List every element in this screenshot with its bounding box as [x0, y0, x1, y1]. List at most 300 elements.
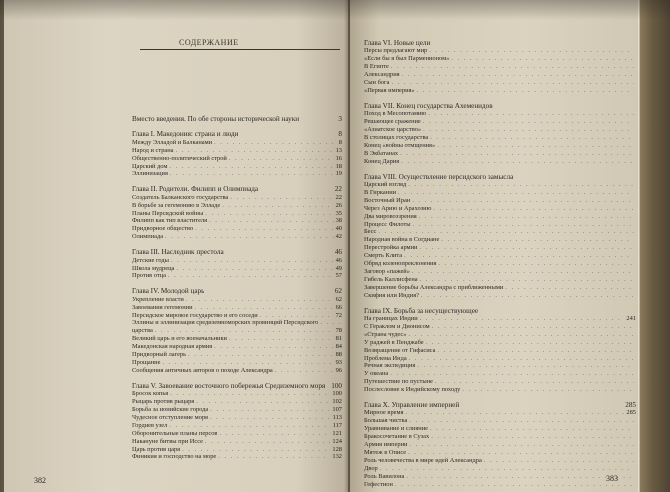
- toc-entry-title: Глава VIII. Осуществление персидского замысла: [364, 172, 514, 181]
- dot-leader: [171, 257, 334, 265]
- toc-entry: [364, 339, 636, 347]
- toc-entry: [364, 110, 636, 118]
- dot-leader: [214, 343, 333, 351]
- right-page: [350, 0, 640, 492]
- dot-leader: [378, 228, 634, 236]
- toc-entry-page: 16: [335, 154, 342, 162]
- toc-entry: [364, 244, 636, 252]
- dot-leader: [431, 433, 634, 441]
- toc-entry-page: 46: [335, 256, 342, 264]
- dot-leader: [398, 189, 634, 197]
- toc-entry: [132, 225, 342, 233]
- toc-entry: [132, 296, 342, 304]
- dot-leader: [420, 315, 625, 323]
- toc-entry: [132, 312, 342, 320]
- toc-entry: [364, 71, 636, 79]
- toc-entry-title: Глава VII. Конец государства Ахеменидов: [364, 101, 493, 110]
- toc-entry-title: Сообщения античных авторов о походе Александра: [132, 366, 273, 374]
- toc-entry: [364, 370, 636, 378]
- toc-entry-title: Решающее сражение: [364, 118, 421, 126]
- dot-leader: [462, 386, 634, 394]
- toc-entry-title: Обряд коленопреклонения: [364, 260, 437, 268]
- toc-entry-page: 8: [338, 138, 342, 146]
- toc-entry-title: Поход в Месопотамию: [364, 110, 427, 118]
- dot-leader: [229, 335, 334, 343]
- top-shadow: [0, 0, 670, 20]
- toc-entry-title: Послесловие к Индийскому походу: [364, 386, 461, 394]
- dot-leader: [219, 430, 330, 438]
- toc-entry-page: 66: [335, 303, 342, 311]
- dot-leader: [437, 142, 634, 150]
- toc-entry-title: В Гиркании: [364, 188, 397, 196]
- toc-entry: [132, 304, 342, 312]
- toc-entry-title: Общественно-политический строй: [132, 154, 227, 162]
- toc-entry-page: 121: [332, 429, 342, 437]
- toc-entry-title: Уравнивание и слияние: [364, 425, 428, 433]
- header-rule: [140, 49, 340, 50]
- toc-entry-title: Персы предлагают мир: [364, 47, 428, 55]
- toc-entry: [364, 417, 636, 425]
- dot-leader: [186, 296, 334, 304]
- toc-entry: [364, 315, 636, 323]
- toc-entry: [364, 441, 636, 449]
- dot-leader: [420, 276, 634, 284]
- dot-leader: [182, 446, 330, 454]
- toc-entry-title: Бесс: [364, 228, 377, 236]
- toc-entry: [132, 453, 342, 461]
- dot-leader: [438, 260, 634, 268]
- toc-entry-page: 49: [335, 264, 342, 272]
- dot-leader: [430, 134, 634, 142]
- toc-entry-title: Два мировоззрения: [364, 212, 417, 220]
- dot-leader: [229, 155, 334, 163]
- toc-left-list: [132, 108, 342, 461]
- toc-entry-title: Создатель Балканского государства: [132, 193, 229, 201]
- toc-entry: [132, 139, 342, 147]
- page-number-left: 382: [34, 476, 46, 485]
- toc-entry: [364, 79, 636, 87]
- toc-entry-title: Македонская народная армия: [132, 343, 213, 351]
- toc-entry: [364, 347, 636, 355]
- toc-entry-title: Армия империи: [364, 441, 408, 449]
- dot-leader: [404, 252, 634, 260]
- toc-entry: [132, 406, 342, 414]
- book-cover-edge: [640, 0, 670, 492]
- toc-entry-page: 96: [335, 366, 342, 374]
- toc-entry-title: Конец Дария: [364, 157, 400, 165]
- toc-entry-title: Путешествие по пустыне: [364, 378, 433, 386]
- toc-entry: [132, 163, 342, 171]
- toc-entry-title: Эллинизация: [132, 170, 168, 178]
- toc-entry-title: Восточный Иран: [364, 196, 411, 204]
- toc-entry-title: С Гераклом и Дионисом: [364, 322, 430, 330]
- toc-entry-title: Глава I. Македония: страна и люди: [132, 130, 239, 139]
- toc-entry-page: 13: [335, 146, 342, 154]
- toc-entry-page: 100: [331, 381, 342, 390]
- toc-entry-title: Народная война в Согдиане: [364, 236, 440, 244]
- toc-entry: [364, 331, 636, 339]
- toc-entry-page: 57: [335, 272, 342, 280]
- toc-entry: [132, 351, 342, 359]
- dot-leader: [437, 347, 634, 355]
- toc-entry-page: 40: [335, 225, 342, 233]
- toc-entry-title: Накануне битвы при Иссе: [132, 437, 203, 445]
- toc-entry-title: Роль Вавилона: [364, 472, 405, 480]
- toc-entry-title: Скифия или Индия?: [364, 291, 419, 299]
- dot-leader: [419, 213, 634, 221]
- toc-entry: [364, 63, 636, 71]
- toc-entry-title: Олимпиада: [132, 233, 164, 241]
- toc-entry: [364, 197, 636, 205]
- dot-leader: [395, 481, 634, 489]
- toc-entry-title: Завершение борьбы Александра с приближенными: [364, 283, 504, 291]
- toc-entry: [132, 327, 342, 335]
- toc-entry-title: В столицах государства: [364, 133, 429, 141]
- toc-entry-page: 241: [626, 315, 636, 322]
- toc-entry-title: Против отца: [132, 272, 166, 280]
- toc-chapter: [132, 115, 342, 123]
- dot-leader: [196, 398, 330, 406]
- left-page: [4, 0, 348, 492]
- dot-leader: [168, 272, 334, 280]
- toc-entry-title: Чудесное отступление моря: [132, 413, 208, 421]
- dot-leader: [205, 438, 330, 446]
- toc-entry: [364, 87, 636, 95]
- toc-entry: [364, 189, 636, 197]
- toc-entry: [364, 465, 636, 473]
- toc-entry-title: Гордиев узел: [132, 421, 168, 429]
- toc-entry: [132, 170, 342, 178]
- dot-leader: [433, 205, 634, 213]
- toc-entry: [132, 257, 342, 265]
- toc-entry: [132, 398, 342, 406]
- toc-entry-title: Глава IV. Молодой царь: [132, 287, 205, 296]
- dot-leader: [412, 268, 634, 276]
- toc-entry-title: Мирное время: [364, 409, 404, 417]
- toc-entry-title: Глава III. Наследник престола: [132, 248, 224, 257]
- dot-leader: [176, 147, 334, 155]
- toc-entry-title: Заговор «пажей»: [364, 267, 410, 275]
- toc-entry-title: Смерть Клита: [364, 252, 403, 260]
- toc-entry-title: «Первая империя»: [364, 86, 415, 94]
- toc-entry: [364, 284, 636, 292]
- toc-entry-title: Гибель Каллисфена: [364, 275, 418, 283]
- toc-entry-title: Глава V. Завоевание восточного побережья Средиземного моря: [132, 381, 326, 390]
- toc-entry-page: 102: [332, 398, 342, 406]
- toc-entry-title: Эллины и эллинизация средиземноморских провинций Персидского: [132, 319, 319, 327]
- toc-entry-title: Придворное общество: [132, 225, 194, 233]
- dot-leader: [210, 406, 330, 414]
- toc-entry-title: Бракосочетание в Сузах: [364, 433, 430, 441]
- toc-entry: [364, 55, 636, 63]
- toc-entry-page: 117: [332, 421, 342, 429]
- toc-entry-page: 124: [332, 437, 342, 445]
- toc-entry-title: Роль человечества в мире идей Александра: [364, 456, 482, 464]
- page-number-right: 383: [606, 474, 618, 483]
- toc-entry: [364, 213, 636, 221]
- dot-leader: [430, 425, 634, 433]
- toc-entry-title: Борьба за ионийские города: [132, 406, 209, 413]
- dot-leader: [426, 339, 634, 347]
- dot-leader: [417, 87, 634, 95]
- toc-entry-title: Великий царь и его военачальники: [132, 335, 227, 343]
- toc-entry: [132, 272, 342, 280]
- dot-leader: [417, 362, 634, 370]
- toc-entry: [132, 414, 342, 422]
- dot-leader: [169, 163, 333, 171]
- dot-leader: [209, 217, 334, 225]
- dot-leader: [195, 225, 333, 233]
- toc-entry: [364, 150, 636, 158]
- toc-entry-page: 46: [334, 248, 342, 257]
- toc-entry-page: 72: [335, 311, 342, 319]
- toc-entry-title: Александрия: [364, 71, 400, 79]
- toc-entry-page: 26: [335, 201, 342, 209]
- page-header: СОДЕРЖАНИЕ: [179, 38, 239, 47]
- toc-entry: [132, 390, 342, 398]
- toc-entry-title: Глава IX. Борьба за несуществующее: [364, 306, 479, 315]
- toc-entry-title: На границах Индии: [364, 315, 418, 322]
- toc-chapter: [132, 248, 342, 256]
- toc-entry: [364, 481, 636, 489]
- dot-leader: [401, 158, 634, 166]
- toc-entry-title: «Если бы я был Парменионом»: [364, 55, 450, 63]
- toc-entry-title: «Азиатское царство»: [364, 126, 422, 134]
- toc-entry-title: Царский дом: [132, 162, 168, 170]
- dot-leader: [188, 351, 334, 359]
- toc-entry: [132, 422, 342, 430]
- toc-entry-page: [633, 39, 636, 47]
- toc-entry: [364, 323, 636, 331]
- toc-entry: [364, 236, 636, 244]
- toc-entry-title: Планы Персидской войны: [132, 209, 204, 217]
- toc-entry-title: Большая чистка: [364, 417, 408, 425]
- toc-entry: [364, 276, 636, 284]
- toc-entry: [364, 292, 636, 300]
- toc-chapter: [132, 382, 342, 390]
- dot-leader: [405, 409, 624, 417]
- toc-entry-page: [633, 307, 636, 315]
- toc-entry-title: Придворный лагерь: [132, 351, 187, 359]
- toc-entry: [364, 386, 636, 394]
- dot-leader: [210, 414, 331, 422]
- toc-entry: [364, 433, 636, 441]
- toc-entry: [364, 355, 636, 363]
- dot-leader: [275, 367, 334, 375]
- toc-entry: [364, 409, 636, 417]
- dot-leader: [429, 47, 634, 55]
- dot-leader: [218, 453, 330, 461]
- toc-entry: [364, 126, 636, 134]
- toc-entry: [132, 359, 342, 367]
- toc-entry: [364, 252, 636, 260]
- toc-entry-page: 18: [335, 162, 342, 170]
- toc-entry: [132, 335, 342, 343]
- toc-entry-page: 22: [335, 193, 342, 201]
- toc-entry-page: [633, 102, 636, 110]
- toc-entry-title: Перестройка армии: [364, 244, 418, 252]
- dot-leader: [391, 63, 634, 71]
- toc-entry-title: Бросок копья: [132, 390, 169, 398]
- toc-chapter: [132, 287, 342, 295]
- toc-entry-page: 35: [335, 209, 342, 217]
- toc-entry-page: 62: [334, 287, 342, 296]
- toc-entry-page: 38: [335, 217, 342, 225]
- toc-entry-title: Царский взгляд: [364, 181, 407, 188]
- toc-entry: [364, 181, 636, 189]
- toc-entry-page: 93: [335, 358, 342, 366]
- toc-entry-page: 132: [332, 453, 342, 461]
- toc-entry: [364, 134, 636, 142]
- toc-entry: [132, 155, 342, 163]
- toc-entry-page: 22: [334, 185, 342, 194]
- toc-entry-title: Укрепление власти: [132, 295, 184, 303]
- toc-chapter: [364, 307, 636, 315]
- dot-leader: [230, 194, 333, 202]
- toc-entry-title: Глава VI. Новые цели: [364, 39, 431, 47]
- toc-entry: [364, 221, 636, 229]
- toc-entry-page: 128: [332, 445, 342, 453]
- dot-leader: [205, 210, 333, 218]
- dot-leader: [451, 55, 634, 63]
- dot-leader: [409, 441, 634, 449]
- dot-leader: [260, 312, 334, 320]
- toc-entry-page: 78: [335, 327, 342, 335]
- dot-leader: [423, 118, 634, 126]
- dot-leader: [413, 221, 634, 229]
- toc-entry-title: У океана: [364, 370, 389, 378]
- dot-leader: [409, 417, 634, 425]
- toc-entry-page: [633, 173, 636, 181]
- dot-leader: [170, 390, 330, 398]
- dot-leader: [441, 236, 634, 244]
- dot-leader: [428, 110, 634, 118]
- toc-entry: [364, 268, 636, 276]
- toc-entry-title: Прощание: [132, 358, 161, 366]
- toc-entry-page: 19: [335, 170, 342, 178]
- toc-entry: [132, 367, 342, 375]
- toc-chapter: [132, 130, 342, 138]
- dot-leader: [320, 319, 340, 327]
- dot-leader: [214, 139, 337, 147]
- dot-leader: [170, 170, 334, 178]
- toc-entry: [364, 362, 636, 370]
- dot-leader: [435, 378, 634, 386]
- toc-entry-page: 285: [625, 401, 636, 410]
- dot-leader: [408, 181, 634, 189]
- toc-entry-page: 3: [338, 115, 342, 123]
- dot-leader: [155, 327, 334, 335]
- toc-entry: [132, 217, 342, 225]
- toc-entry-title: Проблема Инда: [364, 354, 407, 362]
- toc-entry-title: Персидское мировое государство и его соседи: [132, 311, 258, 319]
- toc-entry: [132, 265, 342, 273]
- toc-entry: [132, 233, 342, 241]
- dot-leader: [169, 422, 330, 430]
- toc-entry: [364, 118, 636, 126]
- dot-leader: [195, 304, 334, 312]
- toc-entry-title: Завоевания гегемонии: [132, 303, 193, 311]
- toc-entry: [364, 449, 636, 457]
- toc-entry-title: Возвращение от Гифасиса: [364, 346, 436, 354]
- toc-entry: [364, 425, 636, 433]
- dot-leader: [406, 473, 634, 481]
- toc-entry: [364, 205, 636, 213]
- toc-entry: [132, 210, 342, 218]
- dot-leader: [402, 71, 634, 79]
- dot-leader: [419, 244, 634, 252]
- toc-entry: [132, 147, 342, 155]
- dot-leader: [423, 126, 634, 134]
- toc-entry-title: Мятеж в Описе: [364, 449, 407, 456]
- dot-leader: [421, 292, 634, 300]
- toc-entry-title: Детские годы: [132, 256, 169, 264]
- toc-entry: [132, 438, 342, 446]
- dot-leader: [408, 331, 634, 339]
- dot-leader: [390, 370, 634, 378]
- toc-chapter: [364, 173, 636, 181]
- toc-entry: [132, 319, 342, 327]
- dot-leader: [505, 284, 634, 292]
- toc-chapter: [364, 401, 636, 409]
- dot-leader: [432, 323, 634, 331]
- toc-entry-title: Оборонительные планы персов: [132, 429, 218, 437]
- dot-leader: [484, 457, 634, 465]
- toc-entry: [132, 430, 342, 438]
- toc-entry: [364, 473, 636, 481]
- toc-entry: [364, 47, 636, 55]
- toc-entry-page: 62: [335, 295, 342, 303]
- toc-entry-title: В Египте: [364, 63, 389, 71]
- dot-leader: [222, 202, 333, 210]
- dot-leader: [176, 265, 333, 273]
- dot-leader: [391, 79, 634, 87]
- dot-leader: [380, 465, 634, 473]
- dot-leader: [400, 150, 634, 158]
- toc-entry: [132, 343, 342, 351]
- toc-right-list: [364, 32, 636, 489]
- toc-entry-title: Рыцарь против рыцаря: [132, 398, 195, 406]
- toc-chapter: [132, 185, 342, 193]
- toc-entry-title: Глава X. Управление империей: [364, 401, 460, 410]
- toc-entry: [364, 158, 636, 166]
- toc-entry: [132, 202, 342, 210]
- toc-entry-title: В Экбатанах: [364, 149, 399, 157]
- toc-entry: [132, 194, 342, 202]
- toc-entry-page: 81: [335, 335, 342, 343]
- toc-entry-page: 88: [335, 351, 342, 359]
- toc-entry-title: Речная экспедиция: [364, 362, 416, 370]
- toc-chapter: [364, 102, 636, 110]
- toc-entry: [132, 446, 342, 454]
- toc-entry-title: В борьбе за гегемонию в Элладе: [132, 201, 221, 209]
- toc-entry: [364, 457, 636, 465]
- toc-entry-title: Царь против царя: [132, 445, 181, 453]
- toc-entry-title: Школа мудреца: [132, 264, 175, 272]
- dot-leader: [408, 449, 634, 457]
- toc-entry: [364, 142, 636, 150]
- toc-entry-title: царства: [132, 327, 153, 335]
- toc-entry-page: 8: [338, 130, 342, 139]
- toc-entry: [364, 228, 636, 236]
- toc-entry: [364, 260, 636, 268]
- toc-entry-title: Глава II. Родители. Филипп и Олимпиада: [132, 185, 259, 194]
- toc-entry-page: 113: [332, 413, 342, 421]
- toc-entry-title: Конец «войны отмщения»: [364, 141, 436, 149]
- toc-entry-title: «Страна чудес»: [364, 330, 407, 338]
- toc-entry-title: Вместо введения. По обе стороны исторической науки: [132, 115, 300, 123]
- toc-entry-page: 100: [332, 390, 342, 398]
